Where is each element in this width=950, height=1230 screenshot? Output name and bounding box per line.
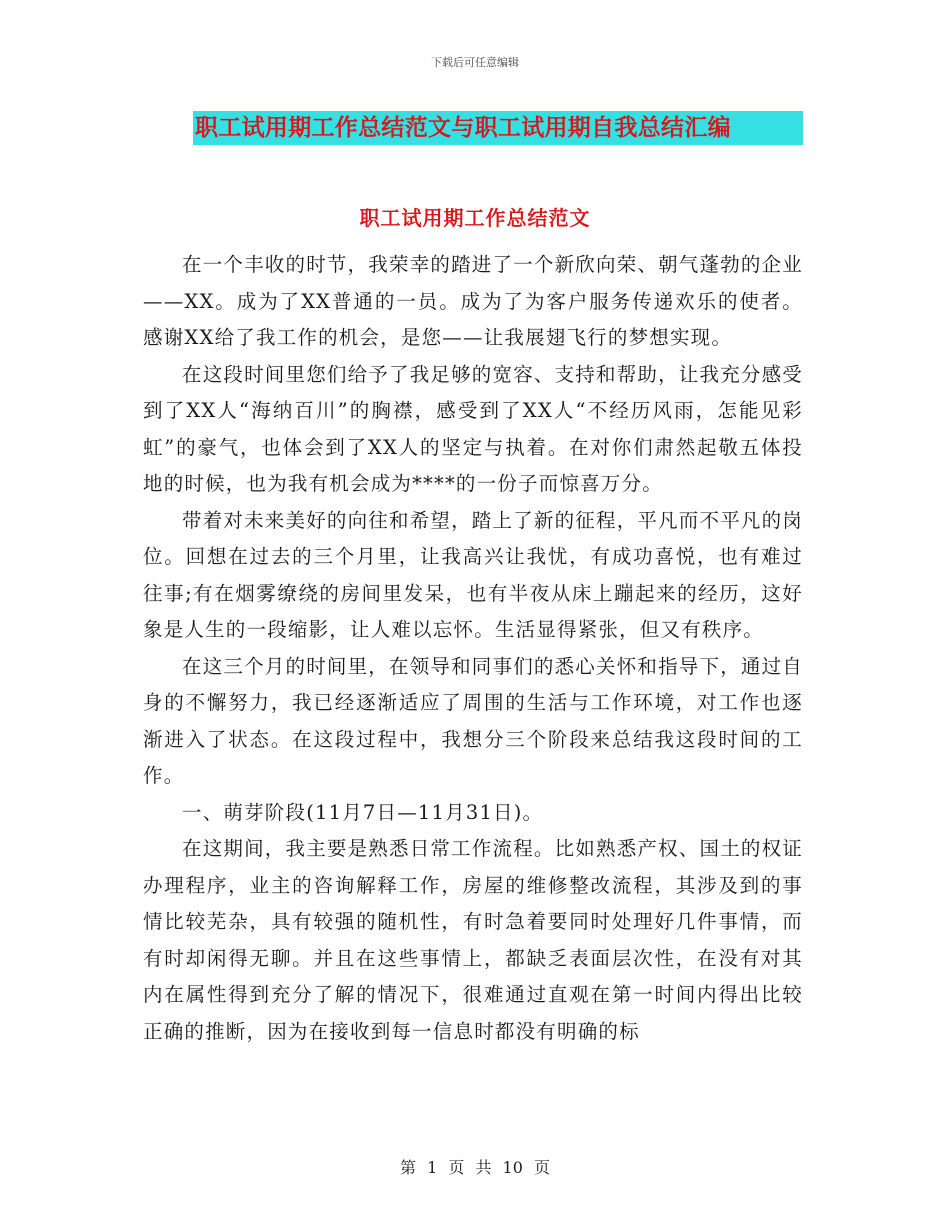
paragraph: 在这期间，我主要是熟悉日常工作流程。比如熟悉产权、国土的权证办理程序，业主的咨询解释工作，房屋的维修整改流程，其涉及到的事情比较芜杂，具有较强的随机性，有时急着要同时处理好几件事情，而有时却闲得无聊。并且在这些事情上，都缺乏表面层次性，在没有对其内在属性得到充分了解的情况下，很难通过直观在第一时间内得出比较正确的推断，因为在接收到每一信息时都没有明确的标 — [143, 837, 804, 1043]
paragraph: 一、萌芽阶段(11月7日—11月31日)。 — [182, 800, 544, 824]
document-main-title: 职工试用期工作总结范文与职工试用期自我总结汇编 — [193, 111, 803, 145]
document-body — [143, 247, 803, 1050]
paragraph: 在这三个月的时间里，在领导和同事们的悉心关怀和指导下，通过自身的不懈努力，我已经逐渐适应了周围的生活与工作环境，对工作也逐渐进入了状态。在这段过程中，我想分三个阶段来总结我这段时间的工作。 — [143, 654, 804, 787]
paragraph: 带着对未来美好的向往和希望，踏上了新的征程，平凡而不平凡的岗位。回想在过去的三个月里，让我高兴让我忧，有成功喜悦，也有难过往事;有在烟雾缭绕的房间里发呆，也有半夜从床上蹦起来的经历，这好象是人生的一段缩影，让人难以忘怀。生活显得紧张，但又有秩序。 — [143, 508, 804, 641]
paragraph: 在这段时间里您们给予了我足够的宽容、支持和帮助，让我充分感受到了XX人“海纳百川”的胸襟，感受到了XX人“不经历风雨，怎能见彩虹”的豪气，也体会到了XX人的坚定与执着。在对你们肃然起敬五体投地的时候，也为我有机会成为****的一份子而惊喜万分。 — [143, 362, 804, 495]
paragraph: 在一个丰收的时节，我荣幸的踏进了一个新欣向荣、朝气蓬勃的企业——XX。成为了XX普通的一员。成为了为客户服务传递欢乐的使者。感谢XX给了我工作的机会，是您——让我展翅飞行的梦想实现。 — [143, 253, 804, 349]
section-title: 职工试用期工作总结范文 — [359, 206, 591, 230]
page-number-footer: 第 1 页 共 10 页 — [400, 1158, 550, 1177]
page-header-note: 下载后可任意编辑 — [431, 56, 519, 69]
